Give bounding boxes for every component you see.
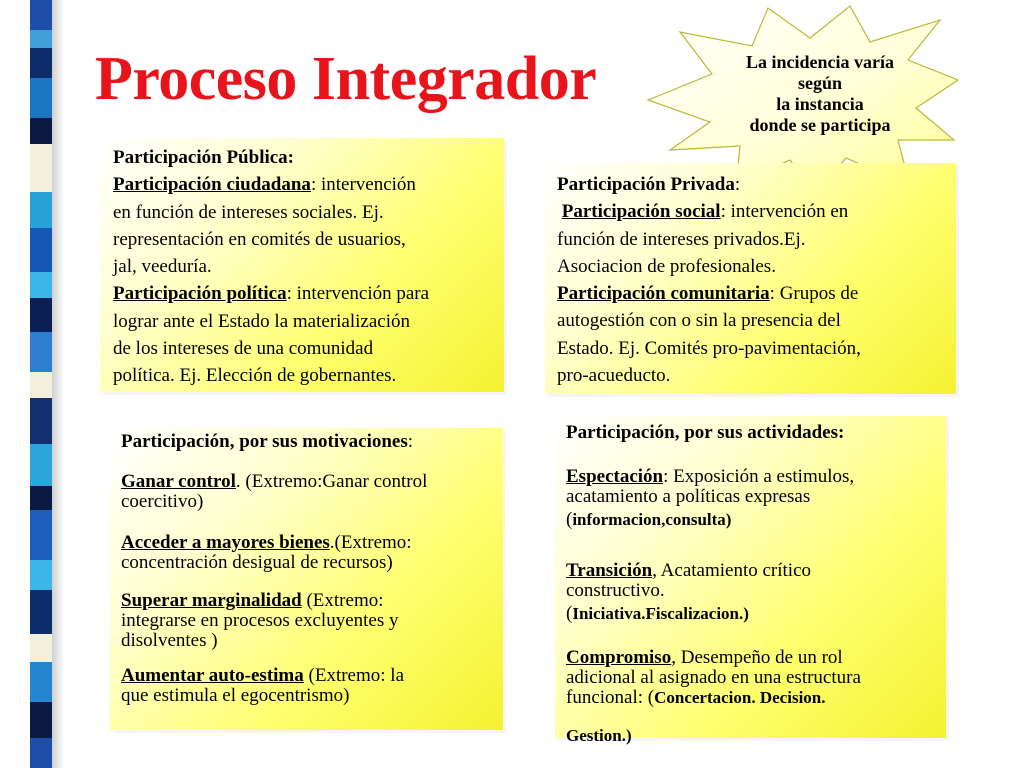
actividad-text: , Desempeño de un rol xyxy=(671,647,843,668)
callout-line: según xyxy=(797,73,842,93)
motivacion-text: integrarse en procesos excluyentes y xyxy=(121,610,399,631)
motivacion-text: coercitivo) xyxy=(121,491,204,512)
motivacion-text: .(Extremo: xyxy=(329,532,412,553)
actividad-text: informacion,consulta) xyxy=(572,510,732,529)
comunitaria-text: : Grupos de xyxy=(769,283,859,305)
actividad-espectacion xyxy=(566,467,854,530)
actividades-heading: Participación, por sus actividades: xyxy=(566,422,845,443)
callout-line: la instancia xyxy=(776,94,864,114)
ciudadana-text: representación en comités de usuarios, xyxy=(113,228,406,250)
motivaciones-heading-colon: : xyxy=(407,431,414,452)
motivaciones-heading-line xyxy=(121,432,413,452)
actividad-term: Espectación xyxy=(566,466,664,487)
motivacion-text: (Extremo: xyxy=(301,590,384,611)
motivacion-text: que estimula el egocentrismo) xyxy=(121,685,350,706)
privada-heading-colon: : xyxy=(734,174,741,195)
social-text: Asociacion de profesionales. xyxy=(557,255,776,277)
actividad-text: acatamiento a políticas expresas xyxy=(566,486,811,507)
callout-line: La incidencia varía xyxy=(746,52,894,72)
decorative-stripe xyxy=(0,0,64,768)
motivaciones-heading: Participación, por sus motivaciones xyxy=(121,431,408,452)
ciudadana-term: Participación ciudadana xyxy=(113,174,311,196)
motivacion-item xyxy=(121,666,404,706)
comunitaria-text: Estado. Ej. Comités pro-pavimentación, xyxy=(557,337,861,359)
actividad-text: Iniciativa.Fiscalizacion.) xyxy=(572,604,749,623)
actividad-text: : Exposición a estimulos, xyxy=(663,466,855,487)
actividad-text: funcional: ( xyxy=(566,687,655,708)
callout-line: donde se participa xyxy=(749,115,891,135)
motivacion-term: Ganar control xyxy=(121,471,236,492)
actividad-text: constructivo. xyxy=(566,580,665,601)
social-term: Participación social xyxy=(561,201,721,223)
comunitaria-text: autogestión con o sin la presencia del xyxy=(557,310,841,332)
ciudadana-text: jal, veeduría. xyxy=(113,256,212,278)
motivacion-text: disolventes ) xyxy=(121,630,218,651)
comunitaria-term: Participación comunitaria xyxy=(557,283,770,305)
motivacion-term: Superar marginalidad xyxy=(121,590,302,611)
motivacion-term: Aumentar auto-estima xyxy=(121,665,304,686)
actividad-text: ( xyxy=(566,509,573,530)
politica-text: : intervención para xyxy=(286,283,430,305)
actividad-text: Concertacion. Decision. xyxy=(654,688,826,707)
politica-text: de los intereses de una comunidad xyxy=(113,338,374,360)
actividad-text: Gestion.) xyxy=(566,726,632,745)
publica-heading: Participación Pública: xyxy=(113,147,295,168)
actividad-term: Transición xyxy=(566,560,653,581)
privada-heading: Participación Privada xyxy=(557,174,735,195)
actividad-compromiso xyxy=(566,648,861,746)
page-title: Proceso Integrador xyxy=(95,45,597,113)
ciudadana-text: : intervención xyxy=(310,174,416,196)
politica-text: política. Ej. Elección de gobernantes. xyxy=(113,365,397,387)
motivacion-item xyxy=(121,533,412,573)
publica-text xyxy=(113,144,505,390)
privada-text xyxy=(557,171,949,389)
actividad-text: ( xyxy=(566,603,573,624)
actividad-transicion xyxy=(566,561,811,624)
actividad-text: adicional al asignado en una estructura xyxy=(566,667,861,688)
ciudadana-text: en función de intereses sociales. Ej. xyxy=(113,201,384,223)
motivacion-text: concentración desigual de recursos) xyxy=(121,552,393,573)
politica-text: lograr ante el Estado la materialización xyxy=(113,310,410,332)
actividad-text: , Acatamiento crítico xyxy=(652,560,812,581)
social-text: función de intereses privados.Ej. xyxy=(557,228,806,250)
social-text: : intervención en xyxy=(720,201,849,223)
actividad-term: Compromiso xyxy=(566,647,672,668)
motivacion-term: Acceder a mayores bienes xyxy=(121,532,330,553)
motivacion-text: . (Extremo:Ganar control xyxy=(235,471,428,492)
motivacion-item xyxy=(121,472,427,512)
motivacion-text: (Extremo: la xyxy=(303,665,405,686)
callout-text xyxy=(710,52,930,136)
politica-term: Participación política xyxy=(113,283,287,305)
comunitaria-text: pro-acueducto. xyxy=(557,365,671,387)
motivacion-item xyxy=(121,591,399,651)
